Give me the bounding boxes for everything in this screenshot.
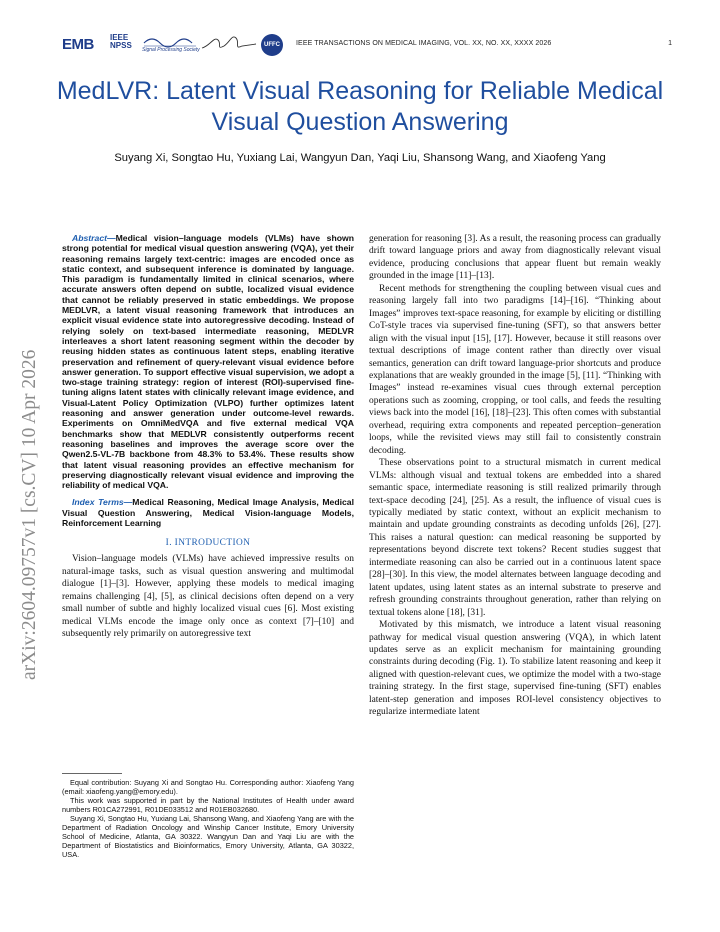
footnote-contribution: Equal contribution: Suyang Xi and Songtao Hu. Corresponding author: Xiaofeng Yang (email: xiaofeng.yang@emory.edu). xyxy=(62,778,354,796)
journal-name: IEEE TRANSACTIONS ON MEDICAL IMAGING, VOL. XX, NO. XX, XXXX 2026 xyxy=(296,40,552,47)
body-paragraph: generation for reasoning [3]. As a result, the reasoning process can gradually drift toward language priors and away from diagnostically relevant visual evidence, producing conclusions that appear fluent but remain weakly grounded in the image [11]–[13]. xyxy=(369,234,661,282)
footnote-affiliations: Suyang Xi, Songtao Hu, Yuxiang Lai, Shansong Wang, and Xiaofeng Yang are with the Department of Radiation Oncology and Winship Cancer Institute, Emory University School of Medicine, Atlanta, GA 30322. Wangyun Dan and Yaqi Liu are with the Department of Biostatistics and Bioinformatics, Emory University, Atlanta, GA 30322, USA. xyxy=(62,814,354,859)
footnote-rule xyxy=(62,773,122,774)
index-terms xyxy=(62,497,354,528)
body-paragraph: Recent methods for strengthening the coupling between visual cues and reasoning largely fall into two paradigms [14]–[16]. “Thinking about Images” improves text-space reasoning, for example by eliciting or distilling CoT-style traces via supervised fine-tuning (SFT), so that answers better align with the visual input [15], [17]. However, because it still reasons over textual descriptions of image content rather than directly over visual semantics, generation can drift toward language-prior shortcuts and produce explanations that are weakly grounded in the image [5], [11]. “Thinking with Images” instead re-examines visual cues through external perception operations such as zooming, cropping, or tool calls, and feeds the resulting views back into the model [16], [18]–[23]. This often comes with substantial overhead, requiring extra components and repeated perception–generation loops, while the revisited views may still fail to consistently constrain decoding. xyxy=(369,283,661,456)
index-terms-text: Medical Reasoning, Medical Image Analysis, Medical Visual Question Answering, Medical Vision-language Models, Reinforcement Learning xyxy=(62,497,354,529)
abstract-text: Medical vision–language models (VLMs) have shown strong potential for medical visual question answering (VQA), yet their reasoning remains largely text-centric: images are encoded once as static context, and subsequent inference is dominated by language. This paradigm is fundamentally limited in clinical scenarios, where accurate answers often depend on subtle, localized visual evidence that cannot be reliably preserved in static embeddings. We propose MEDLVR, a latent visual reasoning framework that introduces an explicit visual evidence state into autoregressive decoding. Instead of relying solely on text-based intermediate reasoning, MEDLVR interleaves a short latent reasoning segment within the decoder by reusing hidden states as continuous latent steps, enabling iterative preservation and refinement of query-relevant visual evidence before answer generation. To support effective visual supervision, we adopt a two-stage training strategy: region of interest (ROI)-supervised fine-tuning aligns latent states with clinically relevant image evidence, and Visual-Latent Policy Optimization (VLPO) further optimizes latent reasoning and answer generation under outcome-level rewards. Experiments on OmniMedVQA and five external medical VQA benchmarks show that MEDLVR consistently outperforms recent reasoning baselines and improves the average score over the Qwen2.5-VL-7B backbone from 48.3% to 53.4%. These results show that latent visual reasoning provides an effective mechanism for preserving diagnostically relevant visual evidence and improving the reliability of medical VQA. xyxy=(62,233,354,491)
paper-title: MedLVR: Latent Visual Reasoning for Reliable Medical Visual Question Answering xyxy=(56,77,664,136)
footnotes xyxy=(62,778,354,859)
author-list: Suyang Xi, Songtao Hu, Yuxiang Lai, Wangyun Dan, Yaqi Liu, Shansong Wang, and Xiaofeng Yang xyxy=(114,152,606,164)
page-number: 1 xyxy=(668,40,672,47)
abstract-dash: — xyxy=(107,233,116,243)
emb-logo: EMB xyxy=(62,36,94,53)
body-paragraph: These observations point to a structural mismatch in current medical VLMs: although visual and textual tokens are embedded into a shared semantic space, intermediate reasoning is still realized primarily through text-space decoding [24], [25]. As a result, the influence of visual cues is typically mediated by static context, without an explicit mechanism to maintain and update grounding constraints as decoding unfolds [26], [27]. This raises a natural question: can medical reasoning be supported by representations beyond discrete text tokens? Recent studies suggest that intermediate reasoning can also be carried out in a continuous latent space [28]–[30]. In this view, the model alternates between language decoding and latent updates, using latent states as an internal substrate to preserve and refresh grounding constraints throughout generation, rather than relying on textual tokens alone [18], [31]. xyxy=(369,458,661,618)
abstract xyxy=(62,233,354,490)
arxiv-stamp xyxy=(8,255,44,685)
arxiv-stamp-text: arXiv:2604.09757v1 [cs.CV] 10 Apr 2026 xyxy=(19,349,40,680)
intro-paragraph: Vision–language models (VLMs) have achieved impressive results on natural-image tasks, such as visual question answering and multimodal dialogue [1]–[3]. However, applying these models to medical imaging remains challenging [4], [5], as clinical decisions often depend on a very small number of subtle and highly localized visual cues [6]. Most existing medical VLMs encode the image only once as context [7]–[10] and subsequently rely primarily on autoregressive text xyxy=(62,554,354,640)
sps-logo-text: Signal Processing Society xyxy=(142,47,200,53)
journal-header xyxy=(62,28,672,62)
body-paragraph: Motivated by this mismatch, we introduce a latent visual reasoning pathway for medical visual question answering (VQA), in which latent updates serve as an explicit mechanism for maintaining grounding constraints during decoding (Fig. 1). To stabilize latent reasoning and keep it aligned with question-relevant cues, we optimize the model with a two-stage training strategy. In the first stage, supervised fine-tuning (SFT) enables latent-step generation and imposes ROI-level consistency objectives to regularize intermediate latent xyxy=(369,620,661,718)
signature-logo xyxy=(200,32,258,54)
abstract-label: Abstract xyxy=(72,233,107,243)
right-column xyxy=(369,233,661,719)
index-terms-label: Index Terms xyxy=(72,497,124,508)
left-column xyxy=(62,233,354,640)
uffc-logo: UFFC xyxy=(261,34,283,56)
footnote-funding: This work was supported in part by the National Institutes of Health under award numbers R01CA272991, R01DE033512 and R01EB032680. xyxy=(62,796,354,814)
index-terms-dash: — xyxy=(123,497,133,508)
section-heading-introduction: I. INTRODUCTION xyxy=(165,538,251,549)
signature-icon xyxy=(200,32,258,54)
ieee-npss-logo: IEEE NPSS xyxy=(110,33,132,50)
